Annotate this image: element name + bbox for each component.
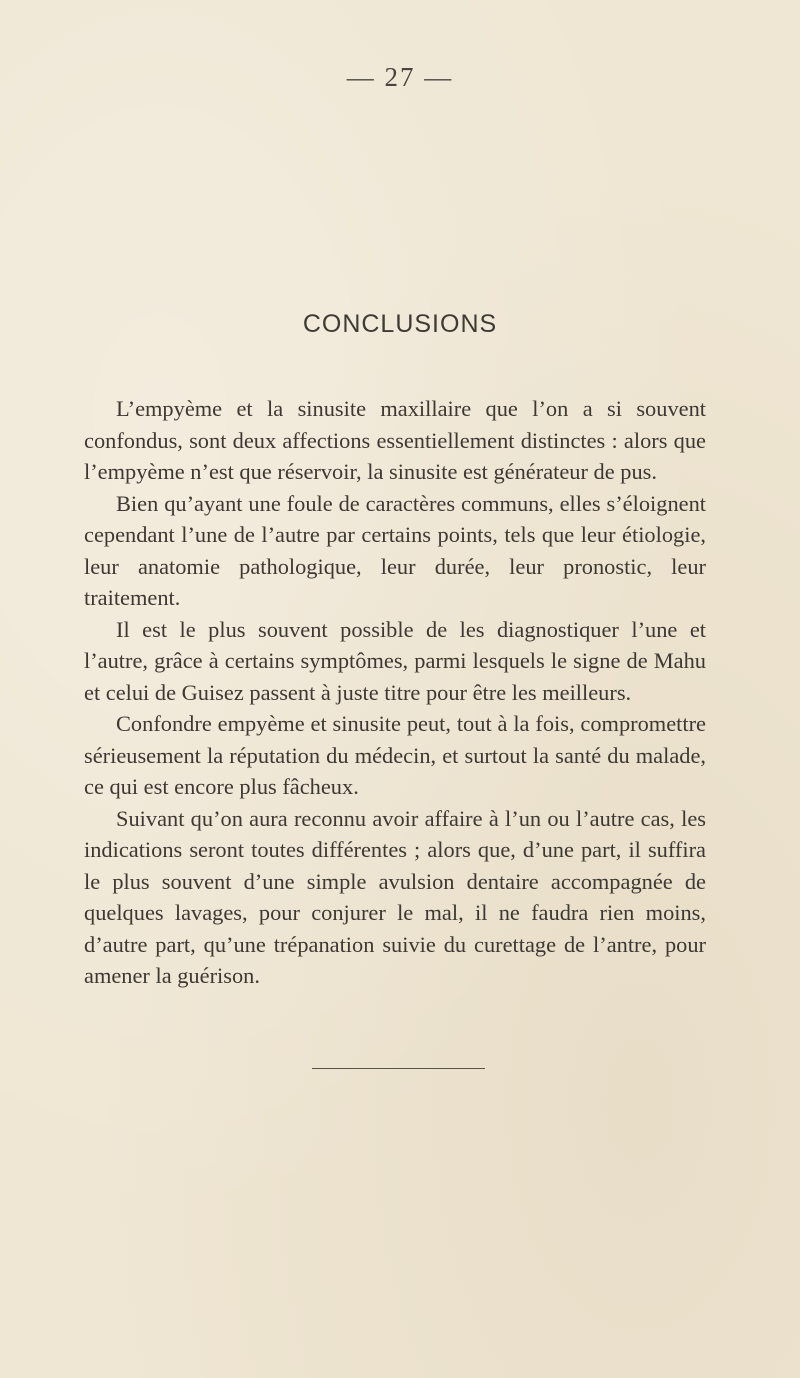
end-rule: [312, 1068, 485, 1069]
paragraph-1: L’empyème et la sinusite maxillaire que l’on a si souvent confondus, sont deux affections essentiellement distinctes : alors que l’empyème n’est que réservoir, la sinusite est générateur de pus.: [84, 396, 706, 484]
section-heading: CONCLUSIONS: [302, 310, 498, 338]
paragraph-2: Bien qu’ayant une foule de caractères communs, elles s’éloignent cependant l’une de l’autre par certains points, tels que leur étiologie, leur anatomie pathologique, leur durée, leur pronostic, leur traitement.: [84, 490, 706, 610]
body-text: [84, 393, 706, 992]
paragraph-3: Il est le plus souvent possible de les diagnostiquer l’une et l’autre, grâce à certains symptômes, parmi lesquels le signe de Mahu et celui de Guisez passent à juste titre pour être les meilleurs.: [84, 616, 706, 705]
paragraph-4: Confondre empyème et sinusite peut, tout à la fois, compromettre sérieusement la réputation du médecin, et surtout la santé du malade, ce qui est encore plus fâcheux.: [84, 711, 706, 799]
paragraph-5: Suivant qu’on aura reconnu avoir affaire à l’un ou l’autre cas, les indications seront toutes différentes ; alors que, d’une part, il suffira le plus souvent d’une simple avulsion dentaire accompagnée de quelques lavages, pour conjurer le mal, il ne faudra rien moins, d’autre part, qu’une trépanation suivie du curettage de l’antre, pour amener la guérison.: [84, 805, 706, 988]
page-number: — 27 —: [346, 62, 454, 92]
